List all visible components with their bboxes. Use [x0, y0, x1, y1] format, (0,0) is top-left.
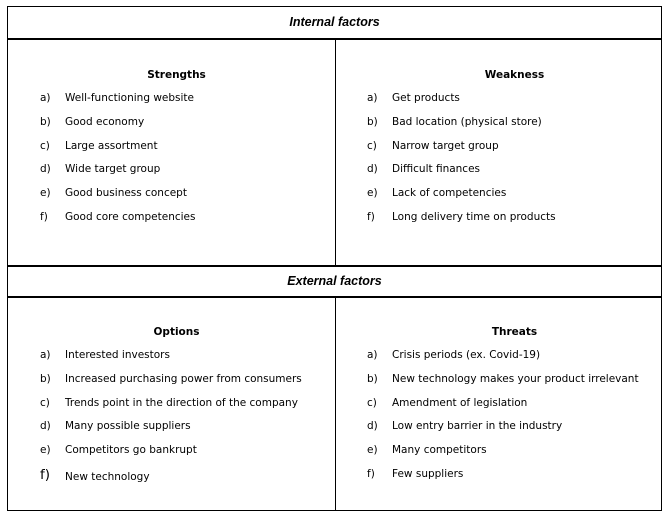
weakness-list — [336, 92, 663, 235]
item-letter: f) — [40, 466, 51, 483]
item-letter: a) — [367, 349, 378, 361]
item-text: Many possible suppliers — [65, 420, 191, 433]
item-text: Bad location (physical store) — [392, 115, 542, 128]
item-letter: b) — [40, 115, 51, 128]
options-quadrant — [8, 326, 335, 492]
strengths-list — [8, 92, 335, 235]
item-text: Few suppliers — [392, 467, 464, 480]
weakness-quadrant — [336, 69, 663, 235]
external-factors-heading: External factors — [287, 274, 382, 288]
item-letter: e) — [40, 187, 51, 200]
item-text: Interested investors — [65, 349, 170, 361]
item-letter: f) — [367, 210, 375, 223]
threats-quadrant — [336, 326, 663, 492]
item-text: New technology makes your product irrelevant — [392, 372, 639, 385]
list-item — [336, 140, 663, 164]
list-item — [336, 420, 663, 444]
item-text: Lack of competencies — [392, 187, 507, 200]
item-letter: d) — [40, 420, 51, 433]
item-text: Wide target group — [65, 163, 161, 176]
item-letter: a) — [367, 92, 378, 104]
strengths-title: Strengths — [147, 69, 206, 81]
list-item — [8, 211, 335, 235]
item-letter: b) — [40, 372, 51, 385]
threats-list — [336, 349, 663, 492]
item-text: Competitors go bankrupt — [65, 444, 197, 457]
options-title: Options — [153, 326, 200, 338]
list-item — [8, 373, 335, 397]
list-item — [336, 187, 663, 211]
swot-table — [7, 6, 662, 511]
item-text: Good economy — [65, 115, 145, 128]
item-text: Large assortment — [65, 139, 158, 152]
item-letter: d) — [40, 163, 51, 176]
weakness-title: Weakness — [484, 69, 545, 81]
list-item — [336, 444, 663, 468]
item-letter: c) — [367, 396, 377, 409]
list-item — [336, 116, 663, 140]
list-item — [8, 163, 335, 187]
item-letter: f) — [40, 210, 48, 223]
list-item — [336, 397, 663, 421]
list-item — [8, 444, 335, 468]
list-item — [8, 420, 335, 444]
item-letter: e) — [367, 444, 378, 457]
item-text: Difficult finances — [392, 163, 481, 176]
item-text: Narrow target group — [392, 139, 499, 152]
list-item — [336, 349, 663, 373]
item-letter: c) — [40, 139, 50, 152]
list-item — [336, 373, 663, 397]
item-text: Trends point in the direction of the company — [65, 396, 298, 409]
options-list — [8, 349, 335, 492]
list-item — [8, 140, 335, 164]
strengths-quadrant — [8, 69, 335, 235]
item-letter: b) — [367, 115, 378, 128]
item-text: Good business concept — [65, 187, 187, 200]
list-item — [336, 163, 663, 187]
item-text: Get products — [392, 92, 460, 104]
item-letter: b) — [367, 372, 378, 385]
item-text: Long delivery time on products — [392, 210, 556, 223]
list-item — [336, 468, 663, 492]
item-letter: d) — [367, 163, 378, 176]
item-letter: e) — [40, 444, 51, 457]
item-letter: d) — [367, 420, 378, 433]
list-item — [8, 468, 335, 492]
item-text: Increased purchasing power from consumers — [65, 372, 302, 385]
list-item — [8, 92, 335, 116]
list-item — [8, 397, 335, 421]
item-letter: c) — [40, 396, 50, 409]
item-text: New technology — [65, 470, 150, 483]
item-text: Well-functioning website — [65, 92, 194, 104]
list-item — [8, 187, 335, 211]
list-item — [336, 92, 663, 116]
item-text: Crisis periods (ex. Covid-19) — [392, 349, 541, 361]
list-item — [8, 349, 335, 373]
internal-factors-heading: Internal factors — [289, 15, 380, 29]
item-letter: a) — [40, 92, 51, 104]
item-text: Many competitors — [392, 444, 487, 457]
item-text: Low entry barrier in the industry — [392, 420, 563, 433]
section-divider-top — [8, 265, 661, 267]
item-letter: f) — [367, 467, 375, 480]
threats-title: Threats — [491, 326, 538, 338]
item-letter: c) — [367, 139, 377, 152]
item-letter: e) — [367, 187, 378, 200]
item-text: Amendment of legislation — [392, 396, 528, 409]
list-item — [8, 116, 335, 140]
item-letter: a) — [40, 349, 51, 361]
item-text: Good core competencies — [65, 210, 196, 223]
list-item — [336, 211, 663, 235]
